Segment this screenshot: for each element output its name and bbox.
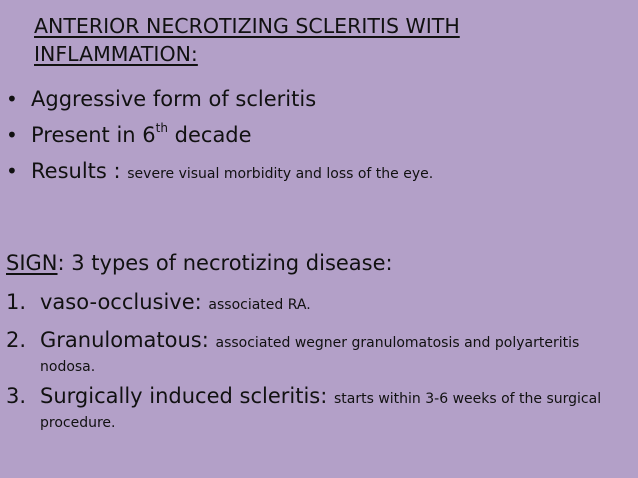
bullet-dot: • [6,87,18,111]
superscript: th [155,121,168,135]
bullet-item [6,156,636,192]
bullet-text-end: decade [167,123,252,147]
numbered-list [6,288,634,438]
list-item [6,326,634,382]
title-line-2: INFLAMMATION: [34,42,198,66]
item-name: Granulomatous: [40,328,216,352]
list-item [6,288,634,326]
bullet-text-start: Present in 6 [31,123,156,147]
bullet-item [6,120,636,156]
item-number: 3. [6,384,27,408]
item-detail-continued: procedure. [40,415,116,431]
slide-title [34,12,460,68]
bullet-text [31,156,433,189]
item-body [40,288,634,319]
item-body [40,326,634,377]
item-detail: associated wegner granulomatosis and polyarteritis [215,335,580,351]
item-detail: associated RA. [208,297,311,313]
bullet-detail: severe visual morbidity and loss of the eye. [127,166,434,182]
item-detail-continued: nodosa. [40,359,96,375]
bullet-lead: Results : [31,159,128,183]
bullet-dot: • [6,123,18,147]
bullet-list [6,84,636,192]
item-name: vaso-occlusive: [40,290,209,314]
bullet-dot: • [6,159,18,183]
item-name: Surgically induced scleritis: [40,384,334,408]
item-number: 2. [6,328,27,352]
bullet-text [31,120,252,150]
bullet-item [6,84,636,120]
sign-label: SIGN [6,251,58,275]
title-line-1: ANTERIOR NECROTIZING SCLERITIS WITH [34,14,460,38]
sign-heading [6,248,393,278]
item-detail: starts within 3-6 weeks of the surgical [333,391,602,407]
sign-text: : 3 types of necrotizing disease: [57,251,393,275]
item-number: 1. [6,290,27,314]
item-body [40,382,634,433]
bullet-text: Aggressive form of scleritis [31,87,317,111]
list-item [6,382,634,438]
